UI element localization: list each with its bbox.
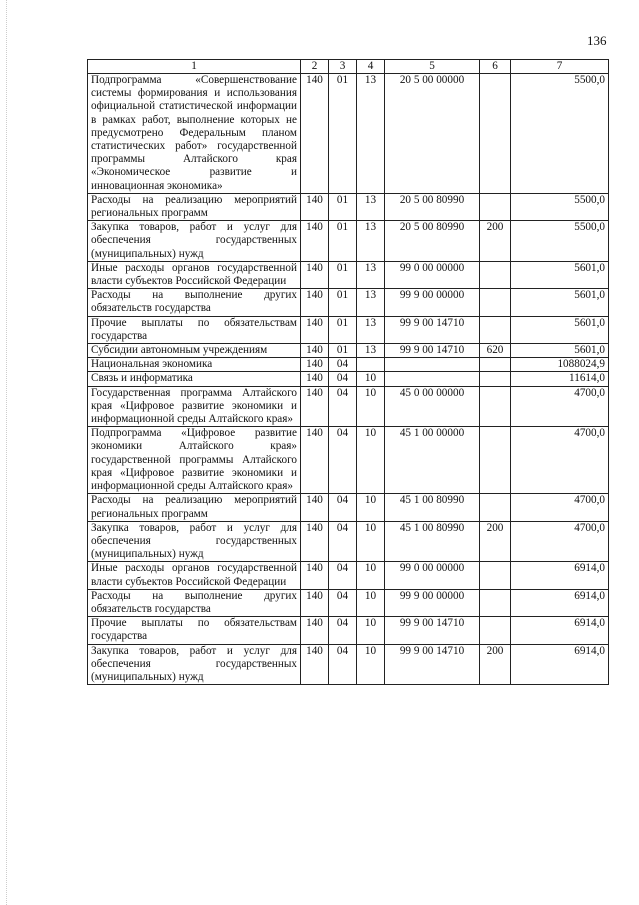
cell-expense-type [480, 289, 511, 316]
cell-amount: 4700,0 [511, 427, 609, 494]
cell-target-article [385, 372, 480, 386]
table-row [88, 521, 609, 562]
cell-target-article: 99 9 00 00000 [385, 289, 480, 316]
cell-name: Закупка товаров, работ и услуг для обеспечения государственных (муниципальных) нужд [88, 221, 301, 262]
cell-grbs: 140 [301, 289, 329, 316]
cell-name: Иные расходы органов государственной власти субъектов Российской Федерации [88, 562, 301, 589]
cell-name: Связь и информатика [88, 372, 301, 386]
cell-section: 04 [329, 617, 357, 644]
cell-target-article: 20 5 00 80990 [385, 221, 480, 262]
cell-grbs: 140 [301, 521, 329, 562]
header-col-4: 4 [357, 60, 385, 74]
cell-subsection [357, 358, 385, 372]
header-col-7: 7 [511, 60, 609, 74]
cell-expense-type [480, 386, 511, 427]
table-row [88, 386, 609, 427]
table-row [88, 261, 609, 288]
cell-expense-type [480, 427, 511, 494]
cell-grbs: 140 [301, 494, 329, 521]
header-col-3: 3 [329, 60, 357, 74]
cell-subsection: 10 [357, 617, 385, 644]
cell-expense-type [480, 316, 511, 343]
cell-subsection: 13 [357, 261, 385, 288]
cell-grbs: 140 [301, 562, 329, 589]
cell-section: 01 [329, 289, 357, 316]
cell-name: Закупка товаров, работ и услуг для обеспечения государственных (муниципальных) нужд [88, 644, 301, 685]
cell-section: 04 [329, 521, 357, 562]
cell-expense-type [480, 372, 511, 386]
cell-amount: 5601,0 [511, 316, 609, 343]
page-number: 136 [587, 33, 607, 48]
cell-subsection: 10 [357, 494, 385, 521]
table-row [88, 289, 609, 316]
cell-amount: 5601,0 [511, 289, 609, 316]
table-row [88, 427, 609, 494]
cell-target-article: 45 1 00 00000 [385, 427, 480, 494]
cell-amount: 6914,0 [511, 617, 609, 644]
cell-expense-type [480, 494, 511, 521]
cell-amount: 11614,0 [511, 372, 609, 386]
cell-target-article: 99 9 00 14710 [385, 316, 480, 343]
cell-target-article: 99 9 00 14710 [385, 644, 480, 685]
cell-amount: 5601,0 [511, 261, 609, 288]
cell-name: Государственная программа Алтайского края «Цифровое развитие экономики и информационной среды Алтайского края» [88, 386, 301, 427]
cell-section: 04 [329, 372, 357, 386]
cell-name: Иные расходы органов государственной власти субъектов Российской Федерации [88, 261, 301, 288]
cell-section: 04 [329, 494, 357, 521]
cell-grbs: 140 [301, 193, 329, 220]
page-edge-line [6, 0, 8, 905]
cell-name: Прочие выплаты по обязательствам государства [88, 316, 301, 343]
cell-section: 04 [329, 358, 357, 372]
cell-subsection: 10 [357, 427, 385, 494]
cell-grbs: 140 [301, 316, 329, 343]
cell-subsection: 10 [357, 521, 385, 562]
cell-section: 01 [329, 74, 357, 194]
cell-target-article [385, 358, 480, 372]
cell-grbs: 140 [301, 617, 329, 644]
cell-grbs: 140 [301, 372, 329, 386]
cell-name: Расходы на реализацию мероприятий региональных программ [88, 494, 301, 521]
cell-section: 01 [329, 221, 357, 262]
cell-grbs: 140 [301, 358, 329, 372]
table-row [88, 494, 609, 521]
header-col-1: 1 [88, 60, 301, 74]
cell-expense-type [480, 193, 511, 220]
table-row [88, 617, 609, 644]
header-col-6: 6 [480, 60, 511, 74]
cell-amount: 1088024,9 [511, 358, 609, 372]
cell-subsection: 10 [357, 372, 385, 386]
cell-name: Подпрограмма «Совершенствование системы формирования и использования официальной статистической информации в рамках работ, выполнение которых не предусмотрено Федеральным планом статистических работ» государственной программы Алтайского края «Экономическое развитие и инновационная экономика» [88, 74, 301, 194]
cell-amount: 6914,0 [511, 644, 609, 685]
cell-amount: 4700,0 [511, 521, 609, 562]
cell-expense-type [480, 617, 511, 644]
cell-target-article: 45 0 00 00000 [385, 386, 480, 427]
cell-section: 01 [329, 344, 357, 358]
cell-amount: 5601,0 [511, 344, 609, 358]
cell-name: Расходы на реализацию мероприятий региональных программ [88, 193, 301, 220]
cell-grbs: 140 [301, 261, 329, 288]
cell-expense-type [480, 589, 511, 616]
cell-expense-type: 200 [480, 644, 511, 685]
cell-grbs: 140 [301, 221, 329, 262]
cell-subsection: 13 [357, 289, 385, 316]
cell-target-article: 45 1 00 80990 [385, 494, 480, 521]
cell-subsection: 13 [357, 221, 385, 262]
header-col-2: 2 [301, 60, 329, 74]
cell-amount: 5500,0 [511, 221, 609, 262]
cell-expense-type: 620 [480, 344, 511, 358]
cell-section: 04 [329, 386, 357, 427]
cell-subsection: 13 [357, 193, 385, 220]
table-row [88, 358, 609, 372]
table-row [88, 193, 609, 220]
cell-amount: 6914,0 [511, 562, 609, 589]
cell-amount: 4700,0 [511, 386, 609, 427]
cell-amount: 5500,0 [511, 74, 609, 194]
table-row [88, 221, 609, 262]
cell-section: 01 [329, 193, 357, 220]
cell-subsection: 13 [357, 344, 385, 358]
cell-subsection: 13 [357, 316, 385, 343]
cell-amount: 6914,0 [511, 589, 609, 616]
cell-grbs: 140 [301, 644, 329, 685]
cell-grbs: 140 [301, 427, 329, 494]
cell-target-article: 20 5 00 00000 [385, 74, 480, 194]
cell-expense-type [480, 261, 511, 288]
cell-section: 01 [329, 261, 357, 288]
cell-subsection: 10 [357, 644, 385, 685]
cell-target-article: 99 0 00 00000 [385, 261, 480, 288]
cell-name: Подпрограмма «Цифровое развитие экономики Алтайского края» государственной программы Алтайского края «Цифровое развитие экономики и информационной среды Алтайского края» [88, 427, 301, 494]
cell-subsection: 10 [357, 386, 385, 427]
budget-table [87, 59, 609, 685]
cell-target-article: 99 0 00 00000 [385, 562, 480, 589]
cell-expense-type: 200 [480, 521, 511, 562]
cell-grbs: 140 [301, 74, 329, 194]
cell-section: 04 [329, 589, 357, 616]
cell-subsection: 10 [357, 562, 385, 589]
cell-expense-type [480, 74, 511, 194]
cell-target-article: 99 9 00 00000 [385, 589, 480, 616]
cell-name: Закупка товаров, работ и услуг для обеспечения государственных (муниципальных) нужд [88, 521, 301, 562]
table-row [88, 344, 609, 358]
cell-target-article: 99 9 00 14710 [385, 344, 480, 358]
cell-target-article: 20 5 00 80990 [385, 193, 480, 220]
cell-target-article: 45 1 00 80990 [385, 521, 480, 562]
cell-name: Расходы на выполнение других обязательств государства [88, 589, 301, 616]
table-header-row [88, 60, 609, 74]
cell-subsection: 13 [357, 74, 385, 194]
cell-section: 01 [329, 316, 357, 343]
cell-name: Прочие выплаты по обязательствам государства [88, 617, 301, 644]
cell-section: 04 [329, 562, 357, 589]
table-row [88, 74, 609, 194]
cell-expense-type [480, 358, 511, 372]
table-body [88, 74, 609, 685]
cell-expense-type: 200 [480, 221, 511, 262]
cell-name: Субсидии автономным учреждениям [88, 344, 301, 358]
cell-section: 04 [329, 644, 357, 685]
cell-subsection: 10 [357, 589, 385, 616]
cell-grbs: 140 [301, 344, 329, 358]
cell-grbs: 140 [301, 386, 329, 427]
cell-amount: 4700,0 [511, 494, 609, 521]
cell-target-article: 99 9 00 14710 [385, 617, 480, 644]
cell-section: 04 [329, 427, 357, 494]
table-row [88, 589, 609, 616]
cell-name: Расходы на выполнение других обязательств государства [88, 289, 301, 316]
cell-expense-type [480, 562, 511, 589]
cell-amount: 5500,0 [511, 193, 609, 220]
table-row [88, 644, 609, 685]
table-row [88, 372, 609, 386]
header-col-5: 5 [385, 60, 480, 74]
table-row [88, 316, 609, 343]
cell-grbs: 140 [301, 589, 329, 616]
table-row [88, 562, 609, 589]
cell-name: Национальная экономика [88, 358, 301, 372]
